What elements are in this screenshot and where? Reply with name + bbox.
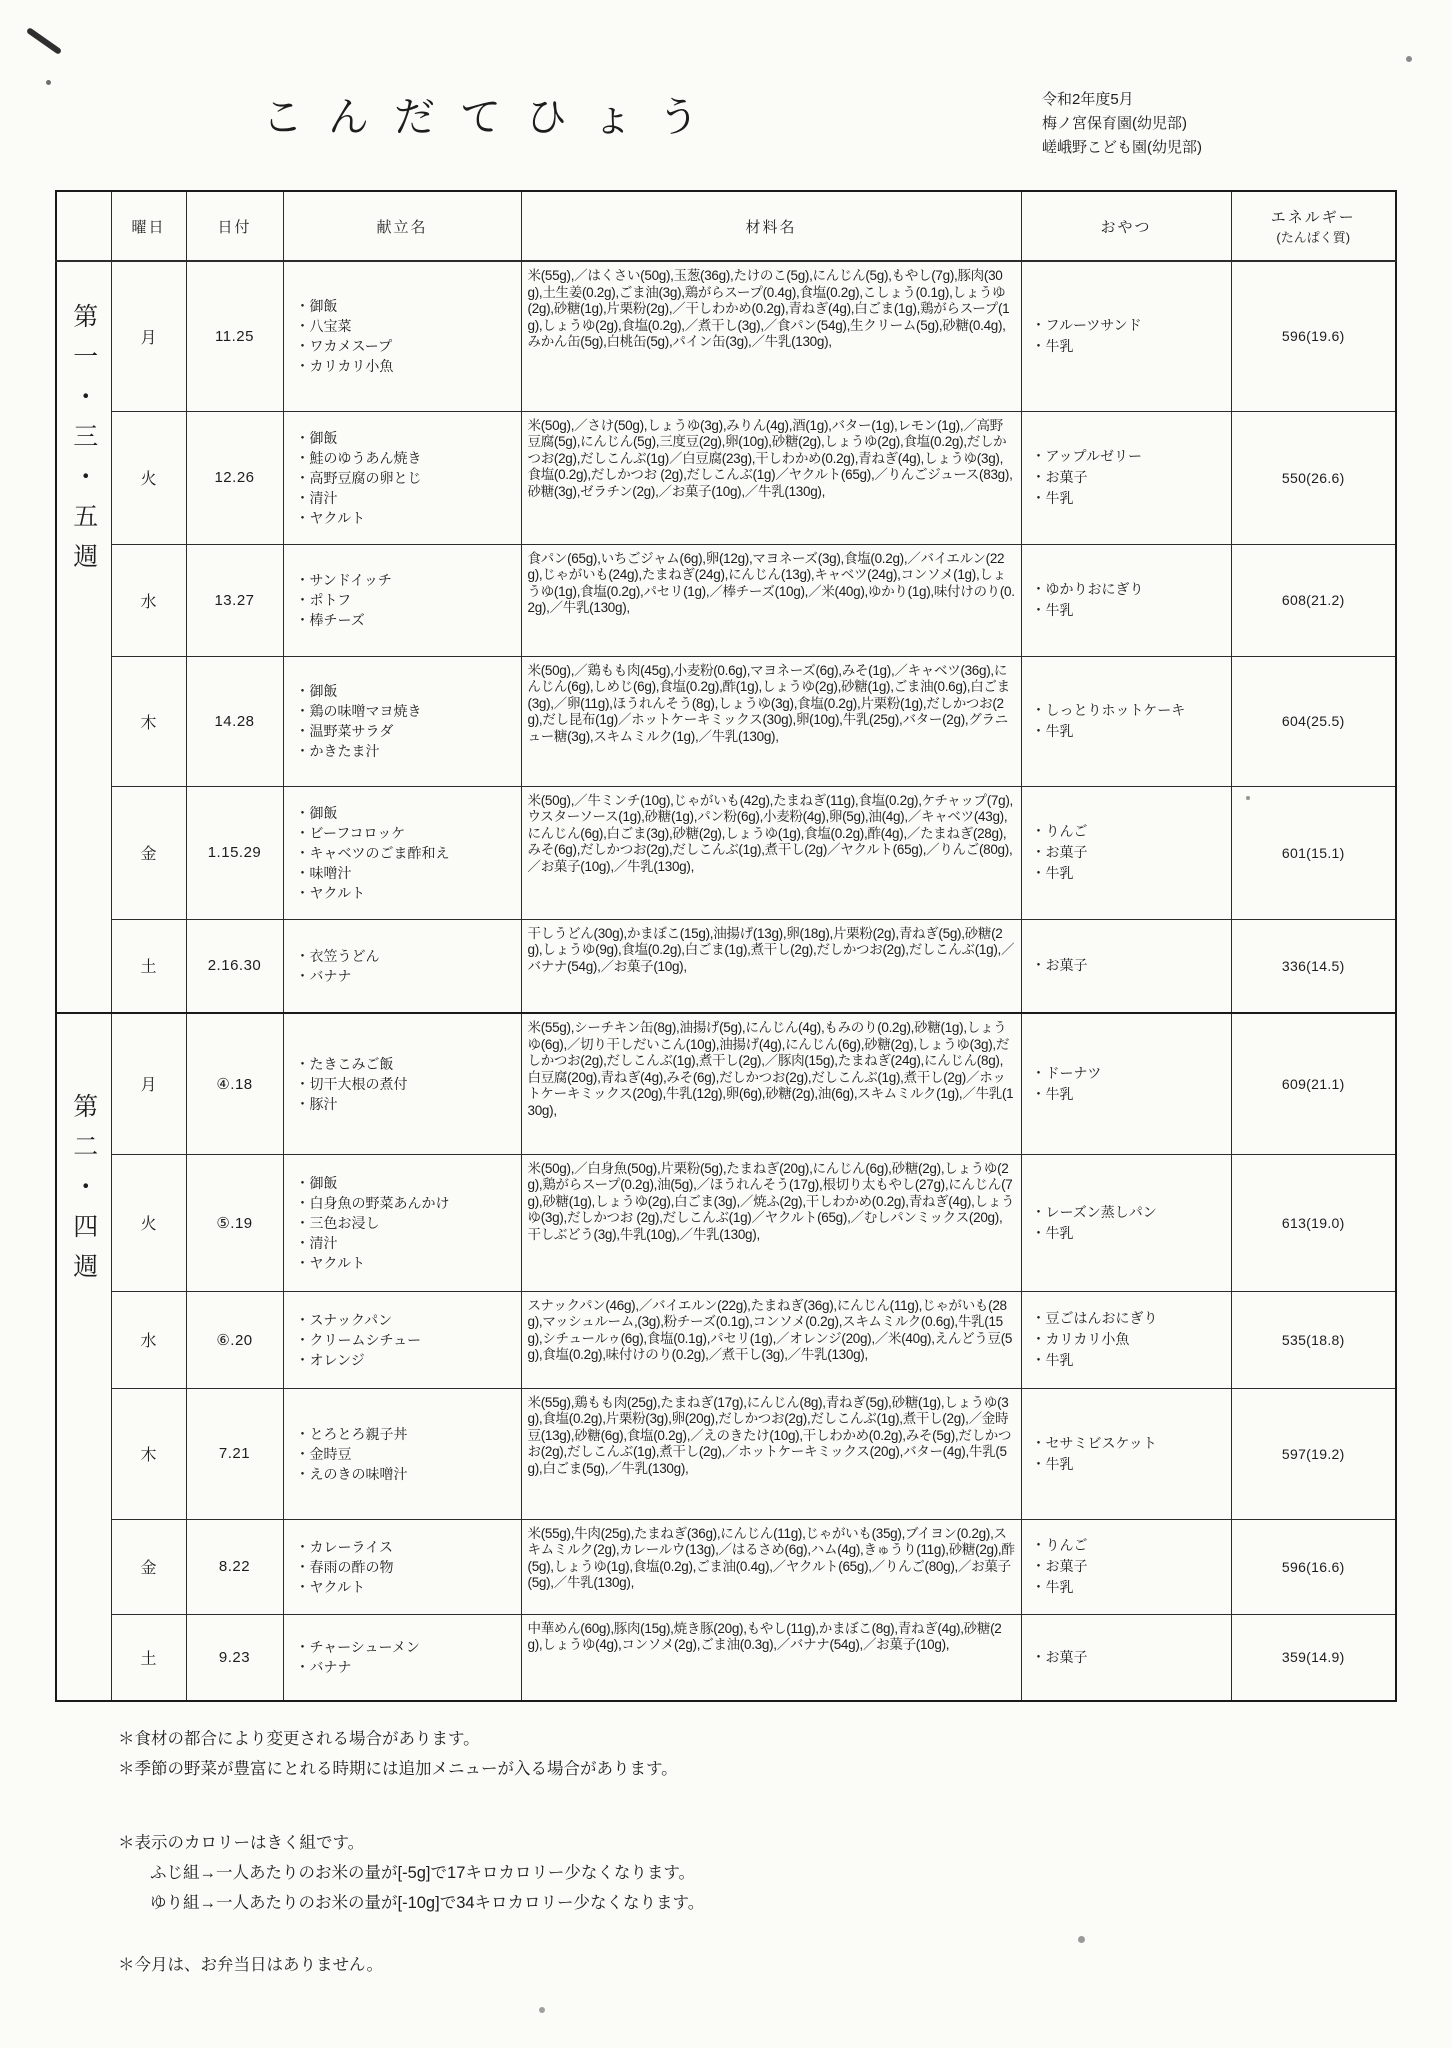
menu-cell-item: ・御飯 [295, 429, 338, 446]
ingredients-cell: 米(50g),／白身魚(50g),片栗粉(5g),たまねぎ(20g),にんじん(6g),砂糖(2g),しょうゆ(2g),鶏がらスープ(0.2g),油(5g),／ほうれんそう(17g),根切り太もやし(27g),にんじん(7g),砂糖(1g),しょうゆ(2g),白ごま(3g),／焼ふ(2g),干しわかめ(0.2g),青ねぎ(4g),しょうゆ(3g),だしかつお (2g),だしこんぶ(1g)／ヤクルト(65g),／むしパンミックス(20g),干しぶどう(3g),牛乳(10g),／牛乳(130g), [521, 1154, 1021, 1291]
snack-cell-item: ・りんご [1031, 823, 1088, 839]
menu-cell-item: ・バナナ [295, 1659, 352, 1676]
menu-cell [283, 919, 521, 1013]
menu-cell [283, 1519, 521, 1614]
menu-cell-item: ・温野菜サラダ [295, 723, 394, 739]
menu-cell-item: ・鮭のゆうあん焼き [295, 449, 422, 466]
snack-cell [1021, 786, 1231, 919]
menu-cell [283, 786, 521, 919]
day-cell: 金 [111, 786, 186, 919]
menu-cell-item: ・御飯 [295, 683, 338, 699]
snack-cell [1021, 656, 1231, 786]
scan-speck [539, 2007, 545, 2013]
menu-cell-item: ・ヤクルト [295, 884, 366, 901]
day-cell: 水 [111, 544, 186, 656]
snack-cell-item: ・牛乳 [1031, 490, 1074, 506]
menu-cell [283, 544, 521, 656]
day-cell: 土 [111, 1614, 186, 1701]
menu-cell-item: ・白身魚の野菜あんかけ [295, 1194, 450, 1211]
ingredients-cell: スナックパン(46g),／バイエルン(22g),たまねぎ(36g),にんじん(11g),じゃがいも(28g),マッシュルーム,(3g),粉チーズ(0.1g),コンソメ(0.2g),スキムミルク(0.6g),牛乳(15g),シチュールゥ(6g),食塩(0.1g),パセリ(1g),／オレンジ(20g),／米(40g),えんどう豆(5g),食塩(0.2g),味付けのり(0.2g),／煮干し(3g),／牛乳(130g), [521, 1291, 1021, 1388]
menu-cell-item: ・ワカメスープ [295, 338, 393, 355]
energy-cell: 596(16.6) [1231, 1519, 1396, 1614]
menu-cell [283, 1388, 521, 1519]
table-row [56, 1519, 1396, 1614]
energy-cell: 609(21.1) [1231, 1013, 1396, 1154]
note-line: ゆり組→一人あたりのお米の量が[-10g]で34キロカロリー少なくなります。 [150, 1894, 705, 1912]
snack-cell-item: ・牛乳 [1031, 338, 1074, 355]
snack-cell-item: ・ドーナツ [1031, 1064, 1102, 1081]
day-cell: 火 [111, 1154, 186, 1291]
menu-cell-item: ・たきこみご飯 [295, 1055, 394, 1072]
menu-cell-item: ・三色お浸し [295, 1214, 380, 1231]
energy-cell: 601(15.1) [1231, 786, 1396, 919]
header-ingredients: 材料名 [521, 191, 1021, 261]
date-cell: 12.26 [186, 411, 283, 544]
date-cell: ⑤.19 [186, 1154, 283, 1291]
snack-cell-item: ・カリカリ小魚 [1031, 1331, 1130, 1347]
snack-cell [1021, 1154, 1231, 1291]
snack-cell-item: ・牛乳 [1031, 865, 1074, 881]
header-date: 日付 [186, 191, 283, 261]
header-menu: 献立名 [283, 191, 521, 261]
menu-cell-item: ・えのきの味噌汁 [295, 1465, 408, 1482]
header-snack: おやつ [1021, 191, 1231, 261]
era-label: 令和2年度5月 [1042, 91, 1134, 108]
menu-cell-item: ・金時豆 [295, 1445, 352, 1462]
menu-cell-item: ・ビーフコロッケ [295, 824, 406, 841]
menu-cell [283, 1013, 521, 1154]
ingredients-cell: 米(55g),鶏もも肉(25g),たまねぎ(17g),にんじん(8g),青ねぎ(5g),砂糖(1g),しょうゆ(3g),食塩(0.2g),片栗粉(3g),卵(20g),だしかつお(2g),だしこんぶ(1g),煮干し(2g),／金時豆(13g),砂糖(6g),食塩(0.2g),／えのきたけ(10g),干しわかめ(0.2g),みそ(5g),だしかつお(2g),だしこんぶ(1g),煮干し(2g),／ホットケーキミックス(20g),バター(4g),牛乳(5g),白ごま(5g),／牛乳(130g), [521, 1388, 1021, 1519]
snack-cell [1021, 1013, 1231, 1154]
header-week-group [56, 191, 111, 261]
note-line: ＊表示のカロリーはきく組です。 [118, 1834, 365, 1852]
date-cell: 14.28 [186, 656, 283, 786]
energy-cell: 608(21.2) [1231, 544, 1396, 656]
snack-cell-item: ・しっとりホットケーキ [1031, 702, 1186, 718]
energy-cell: 597(19.2) [1231, 1388, 1396, 1519]
snack-cell-item: ・牛乳 [1031, 1224, 1074, 1241]
ingredients-cell: 食パン(65g),いちごジャム(6g),卵(12g),マヨネーズ(3g),食塩(0.2g),／バイエルン(22g),じゃがいも(24g),たまねぎ(24g),にんじん(13g),キャベツ(24g),コンソメ(1g),しょうゆ(1g),食塩(0.2g),パセリ(1g),／棒チーズ(10g),／米(40g),ゆかり(1g),味付けのり(0.2g),／牛乳(130g), [521, 544, 1021, 656]
menu-cell-item: ・オレンジ [295, 1351, 365, 1368]
menu-table-body [56, 261, 1396, 1701]
energy-cell: 550(26.6) [1231, 411, 1396, 544]
snack-cell-item: ・りんご [1031, 1537, 1088, 1553]
date-cell: 7.21 [186, 1388, 283, 1519]
menu-cell-item: ・クリームシチュー [295, 1331, 422, 1348]
snack-cell-item: ・牛乳 [1031, 1085, 1074, 1102]
menu-cell-item: ・ポトフ [295, 592, 352, 608]
menu-cell-item: ・味噌汁 [295, 864, 352, 881]
snack-cell-item: ・お菓子 [1031, 1558, 1088, 1574]
snack-cell-item: ・牛乳 [1031, 1579, 1074, 1595]
date-cell: 2.16.30 [186, 919, 283, 1013]
snack-cell-item: ・牛乳 [1031, 602, 1074, 618]
snack-cell-item: ・お菓子 [1031, 844, 1088, 860]
table-header-row [56, 191, 1396, 261]
ingredients-cell: 米(55g),／はくさい(50g),玉葱(36g),たけのこ(5g),にんじん(5g),もやし(7g),豚肉(30g),土生姜(0.2g),ごま油(3g),鶏がらスープ(0.4g),食塩(0.2g),こしょう(0.1g),しょうゆ(2g),砂糖(1g),片栗粉(2g),／干しわかめ(0.2g),青ねぎ(4g),白ごま(1g),鶏がらスープ(1g),しょうゆ(2g),食塩(0.2g),／煮干し(3g),／食パン(54g),生クリーム(5g),砂糖(0.4g),みかん缶(5g),白桃缶(5g),パイン缶(3g),／牛乳(130g), [521, 261, 1021, 411]
ingredients-cell: 米(50g),／牛ミンチ(10g),じゃがいも(42g),たまねぎ(11g),食塩(0.2g),ケチャップ(7g),ウスターソース(1g),砂糖(1g),パン粉(6g),小麦粉(4g),卵(5g),油(4g),／キャベツ(43g),にんじん(6g),白ごま(3g),砂糖(2g),しょうゆ(1g),食塩(0.2g),酢(4g),／たまねぎ(28g),みそ(6g),だしかつお(2g),だしこんぶ(1g),煮干し(2g)／ヤクルト(65g),／りんご(80g),／お菓子(10g),／牛乳(130g), [521, 786, 1021, 919]
table-row [56, 1388, 1396, 1519]
table-row [56, 261, 1396, 411]
date-cell: ⑥.20 [186, 1291, 283, 1388]
week-group-label: 第一・三・五週 [69, 303, 98, 583]
menu-cell-item: ・棒チーズ [295, 612, 365, 628]
menu-cell-item: ・スナックパン [295, 1311, 393, 1328]
ingredients-cell: 米(50g),／さけ(50g),しょうゆ(3g),みりん(4g),酒(1g),バター(1g),レモン(1g),／高野豆腐(5g),にんじん(5g),三度豆(2g),卵(10g),砂糖(2g),しょうゆ(2g),食塩(0.2g),だしかつお(2g),だしこんぶ(1g)／白豆腐(23g),干しわかめ(0.2g),青ねぎ(4g),しょうゆ(3g),食塩(0.2g),だしかつお (2g),だしこんぶ(1g)／ヤクルト(65g),／りんごジュース(83g),砂糖(3g),ゼラチン(2g),／お菓子(10g),／牛乳(130g), [521, 411, 1021, 544]
header-day: 曜日 [111, 191, 186, 261]
energy-cell: 535(18.8) [1231, 1291, 1396, 1388]
snack-cell-item: ・牛乳 [1031, 1352, 1074, 1368]
page-title: こんだてひょう [262, 94, 724, 140]
note-line: ＊食材の都合により変更される場合があります。 [118, 1730, 480, 1748]
snack-cell-item: ・牛乳 [1031, 723, 1074, 739]
table-row [56, 1013, 1396, 1154]
menu-cell-item: ・御飯 [295, 1174, 338, 1191]
menu-cell [283, 1154, 521, 1291]
menu-cell [283, 656, 521, 786]
menu-cell-item: ・キャベツのごま酢和え [295, 844, 450, 861]
menu-cell-item: ・清汁 [295, 489, 338, 506]
snack-cell-item: ・豆ごはんおにぎり [1031, 1310, 1158, 1326]
day-cell: 水 [111, 1291, 186, 1388]
table-row [56, 544, 1396, 656]
scan-speck [46, 80, 51, 85]
date-cell: 9.23 [186, 1614, 283, 1701]
menu-cell-item: ・切干大根の煮付 [295, 1075, 408, 1092]
table-row [56, 786, 1396, 919]
day-cell: 月 [111, 1013, 186, 1154]
table-row [56, 656, 1396, 786]
snack-cell-item: ・レーズン蒸しパン [1031, 1203, 1157, 1220]
menu-cell-item: ・春雨の酢の物 [295, 1558, 394, 1575]
day-cell: 木 [111, 1388, 186, 1519]
school-name-2: 嵯峨野こども園(幼児部) [1042, 139, 1202, 156]
menu-cell-item: ・八宝菜 [295, 318, 352, 335]
school-name-1: 梅ノ宮保育園(幼児部) [1042, 115, 1187, 132]
menu-cell [283, 411, 521, 544]
snack-cell-item: ・お菓子 [1031, 469, 1088, 485]
menu-cell-item: ・高野豆腐の卵とじ [295, 469, 422, 486]
date-cell: ④.18 [186, 1013, 283, 1154]
menu-cell-item: ・豚汁 [295, 1095, 338, 1112]
week-group-label: 第二・四週 [69, 1093, 98, 1293]
week-group-cell [56, 1013, 111, 1701]
snack-cell [1021, 544, 1231, 656]
note-line: ＊季節の野菜が豊富にとれる時期には追加メニューが入る場合があります。 [118, 1760, 678, 1778]
snack-cell [1021, 1388, 1231, 1519]
school-info [1042, 88, 1202, 160]
ingredients-cell: 米(50g),／鶏もも肉(45g),小麦粉(0.6g),マヨネーズ(6g),みそ(1g),／キャベツ(36g),にんじん(6g),しめじ(6g),食塩(0.2g),酢(1g),しょうゆ(2g),砂糖(1g),ごま油(0.6g),白ごま(3g),／卵(11g),ほうれんそう(8g),しょうゆ(3g),食塩(0.2g),片栗粉(1g),だしかつお(2g),だし昆布(1g)／ホットケーキミックス(30g),卵(10g),牛乳(25g),バター(2g),グラニュー糖(3g),スキムミルク(1g),／牛乳(130g), [521, 656, 1021, 786]
scan-pen-mark [26, 27, 62, 55]
ingredients-cell: 米(55g),シーチキン缶(8g),油揚げ(5g),にんじん(4g),もみのり(0.2g),砂糖(1g),しょうゆ(6g),／切り干しだいこん(10g),油揚げ(4g),にんじん(6g),砂糖(2g),しょうゆ(3g),だしかつお(2g),だしこんぶ(1g),煮干し(2g),／豚肉(15g),たまねぎ(24g),にんじん(8g),白豆腐(20g),青ねぎ(4g),みそ(6g),だしかつお(2g),だしこんぶ(1g),煮干し(2g)／ホットケーキミックス(20g),牛乳(12g),卵(6g),砂糖(2g),油(6g),スキムミルク(1g),／牛乳(130g), [521, 1013, 1021, 1154]
table-row [56, 1154, 1396, 1291]
menu-cell-item: ・かきたま汁 [295, 743, 380, 759]
energy-cell: 336(14.5) [1231, 919, 1396, 1013]
day-cell: 火 [111, 411, 186, 544]
snack-cell [1021, 411, 1231, 544]
day-cell: 土 [111, 919, 186, 1013]
header-energy-line1: エネルギー [1270, 209, 1356, 226]
energy-cell: 613(19.0) [1231, 1154, 1396, 1291]
snack-cell-item: ・セサミビスケット [1031, 1434, 1157, 1451]
energy-cell: 604(25.5) [1231, 656, 1396, 786]
menu-cell-item: ・サンドイッチ [295, 572, 392, 588]
date-cell: 13.27 [186, 544, 283, 656]
snack-cell-item: ・牛乳 [1031, 1455, 1074, 1472]
menu-cell-item: ・ヤクルト [295, 1254, 366, 1271]
menu-cell-item: ・ヤクルト [295, 1578, 366, 1595]
note-line: ＊今月は、お弁当日はありません。 [118, 1956, 383, 1974]
menu-cell-item: ・バナナ [295, 967, 352, 984]
menu-cell [283, 1291, 521, 1388]
menu-cell-item: ・チャーシューメン [295, 1639, 420, 1656]
table-row [56, 1614, 1396, 1701]
menu-cell-item: ・鶏の味噌マヨ焼き [295, 703, 422, 719]
menu-cell-item: ・衣笠うどん [295, 947, 380, 964]
header-energy-line2: (たんぱく質) [1276, 230, 1351, 245]
day-cell: 木 [111, 656, 186, 786]
menu-table [55, 190, 1397, 1702]
snack-cell [1021, 1291, 1231, 1388]
menu-cell-item: ・ヤクルト [295, 509, 366, 526]
menu-cell [283, 1614, 521, 1701]
menu-cell-item: ・御飯 [295, 804, 338, 821]
header-energy [1231, 191, 1396, 261]
menu-cell-item: ・御飯 [295, 298, 338, 315]
day-cell: 金 [111, 1519, 186, 1614]
date-cell: 1.15.29 [186, 786, 283, 919]
ingredients-cell: 中華めん(60g),豚肉(15g),焼き豚(20g),もやし(11g),かまぼこ(8g),青ねぎ(4g),砂糖(2g),しょうゆ(4g),コンソメ(2g),ごま油(0.3g),／バナナ(54g),／お菓子(10g), [521, 1614, 1021, 1701]
menu-cell-item: ・カリカリ小魚 [295, 358, 394, 375]
ingredients-cell: 干しうどん(30g),かまぼこ(15g),油揚げ(13g),卵(18g),片栗粉(2g),青ねぎ(5g),砂糖(2g),しょうゆ(9g),食塩(0.2g),白ごま(1g),煮干し(2g),だしかつお(2g),だしこんぶ(1g),／バナナ(54g),／お菓子(10g), [521, 919, 1021, 1013]
ingredients-cell: 米(55g),牛肉(25g),たまねぎ(36g),にんじん(11g),じゃがいも(35g),ブイヨン(0.2g),スキムミルク(2g),カレールウ(13g),／はるさめ(6g),ハム(4g),きゅうり(11g),砂糖(2g),酢(5g),しょうゆ(1g),食塩(0.2g),ごま油(0.4g),／ヤクルト(65g),／りんご(80g),／お菓子(5g),／牛乳(130g), [521, 1519, 1021, 1614]
table-row [56, 919, 1396, 1013]
date-cell: 11.25 [186, 261, 283, 411]
snack-cell [1021, 1519, 1231, 1614]
week-group-cell [56, 261, 111, 1013]
snack-cell-item: ・フルーツサンド [1031, 317, 1142, 334]
scan-speck [1406, 56, 1412, 62]
snack-cell-item: ・アップルゼリー [1031, 448, 1142, 464]
snack-cell [1021, 919, 1231, 1013]
energy-cell: 359(14.9) [1231, 1614, 1396, 1701]
table-row [56, 1291, 1396, 1388]
notes [118, 1724, 704, 1980]
snack-cell [1021, 261, 1231, 411]
table-row [56, 411, 1396, 544]
energy-cell: 596(19.6) [1231, 261, 1396, 411]
snack-cell-item: ・お菓子 [1031, 1648, 1088, 1665]
menu-cell-item: ・カレーライス [295, 1538, 393, 1555]
day-cell: 月 [111, 261, 186, 411]
scan-speck [1078, 1936, 1085, 1943]
snack-cell-item: ・お菓子 [1031, 957, 1088, 974]
menu-cell-item: ・清汁 [295, 1234, 338, 1251]
snack-cell-item: ・ゆかりおにぎり [1031, 581, 1144, 597]
snack-cell [1021, 1614, 1231, 1701]
note-line: ふじ組→一人あたりのお米の量が[-5g]で17キロカロリー少なくなります。 [150, 1864, 696, 1882]
date-cell: 8.22 [186, 1519, 283, 1614]
menu-cell-item: ・とろとろ親子丼 [295, 1425, 408, 1442]
menu-cell [283, 261, 521, 411]
